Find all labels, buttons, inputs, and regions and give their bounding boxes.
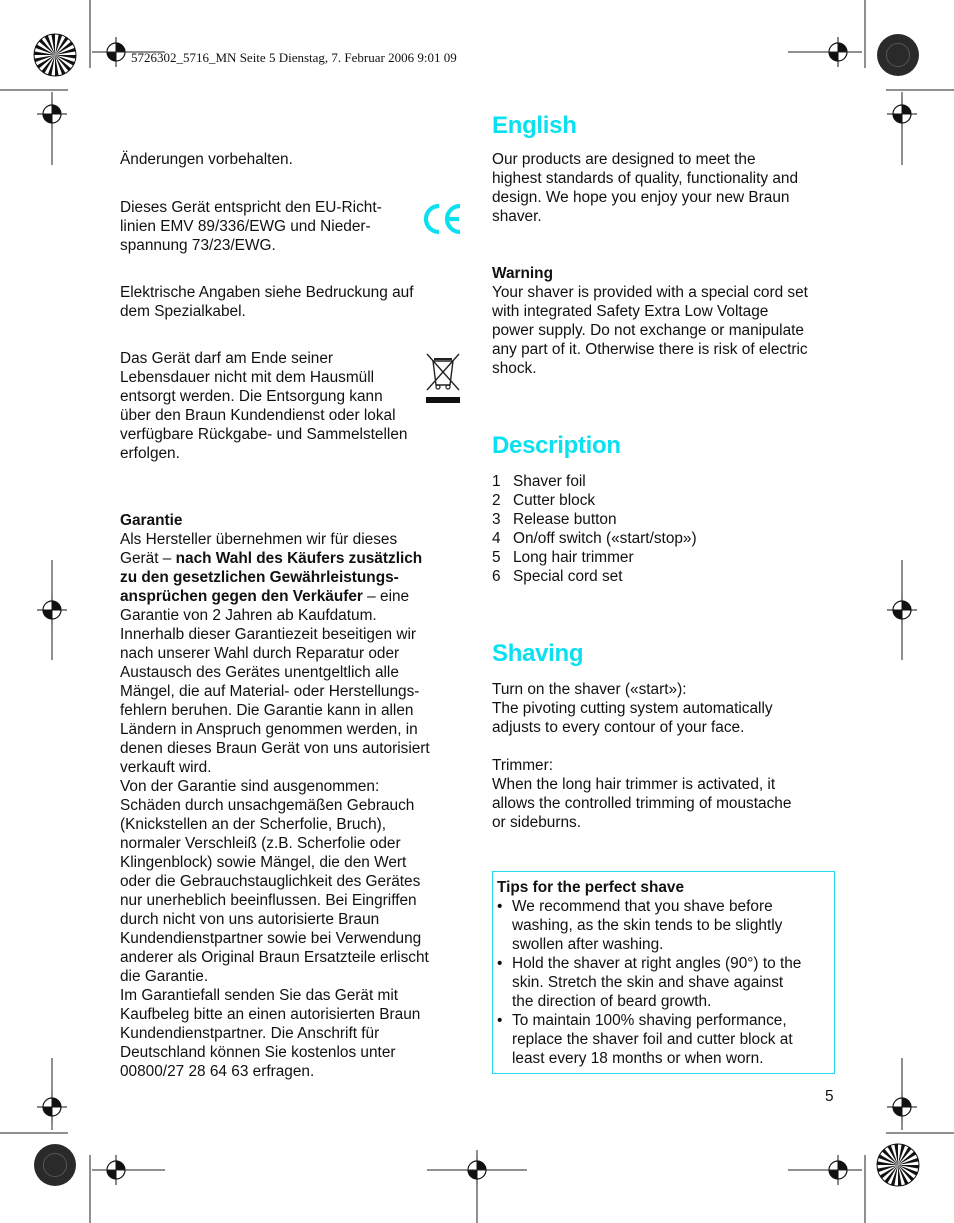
page-number: 5 [825,1088,834,1105]
item-number: 5 [492,549,501,566]
eu-line: linien EMV 89/336/EWG und Nieder- [120,218,371,235]
registration-mark-icon [887,595,917,625]
item-label: Cutter block [513,492,596,509]
item-label: Long hair trimmer [513,549,634,566]
garantie-line: Innerhalb dieser Garantiezeit beseitigen wir [120,626,417,643]
description-item [492,567,837,586]
tip-line: We recommend that you shave before [512,898,773,915]
garantie-line: die Garantie. [120,968,209,985]
crossed-out-wheelie-bin-icon [424,352,462,406]
item-label: On/off switch («start/stop») [513,530,697,547]
registration-mark-icon [37,1092,67,1122]
bullet: • [497,898,503,915]
registration-mark-icon [887,1092,917,1122]
gray-patch-target-icon [34,1144,76,1186]
warning-line: power supply. Do not exchange or manipulate [492,322,804,339]
garantie-line: Kaufbeleg bitte an einen autorisierten Braun [120,1006,421,1023]
registration-mark-icon [37,595,67,625]
garantie-line: Im Garantiefall senden Sie das Gerät mit [120,987,399,1004]
garantie-line: Klingenblock) sowie Mängel, die den Wert [120,854,407,871]
garantie-line: fehlern beruhen. Die Garantie kann in allen [120,702,414,719]
shaving-line: adjusts to every contour of your face. [492,719,745,736]
tip-line: Hold the shaver at right angles (90°) to the [512,955,802,972]
garantie-line: Mängel, die auf Material- oder Herstellungs- [120,683,420,700]
color-star-target-icon [877,1144,919,1186]
garantie-line: (Knickstellen an der Scherfolie, Bruch), [120,816,387,833]
english-heading: English [492,112,577,139]
item-label: Release button [513,511,617,528]
description-item [492,491,837,510]
garantie-body [120,606,470,1081]
item-number: 3 [492,511,501,528]
disposal-line: Lebensdauer nicht mit dem Hausmüll [120,369,375,386]
item-number: 6 [492,568,501,585]
garantie-bold-text: nach Wahl des Käufers zusätzlich [175,550,423,567]
tips-title: Tips for the perfect shave [497,879,685,896]
eu-line: spannung 73/23/EWG. [120,237,276,254]
garantie-line: zu den gesetzlichen Gewährleistungs- [120,569,399,586]
garantie-line: Schäden durch unsachgemäßen Gebrauch [120,797,415,814]
warning-line: any part of it. Otherwise there is risk of electric [492,341,808,358]
disposal-line: erfolgen. [120,445,180,462]
garantie-line [120,587,470,606]
tip-line: least every 18 months or when worn. [512,1050,764,1067]
garantie-title: Garantie [120,512,183,529]
tip-line: the direction of beard growth. [512,993,712,1010]
garantie-line: Kundendienstpartner. Die Anschrift für [120,1025,380,1042]
shaving-text [492,680,837,737]
garantie-line: Garantie von 2 Jahren ab Kaufdatum. [120,607,377,624]
description-item [492,510,837,529]
bullet: • [497,955,503,972]
tip-item [497,954,826,1011]
garantie-line: verkauft wird. [120,759,212,776]
garantie-line: Kundendienstpartner sowie bei Verwendung [120,930,422,947]
ce-mark-icon [420,200,464,238]
electrical-line: dem Spezialkabel. [120,303,246,320]
item-label: Special cord set [513,568,623,585]
garantie-text: – eine [362,588,410,605]
tip-line: To maintain 100% shaving performance, [512,1012,787,1029]
electrical-info [120,283,465,321]
description-item [492,529,837,548]
garantie-line: Austausch des Gerätes unentgeltlich alle [120,664,399,681]
garantie-line: 00800/27 28 64 63 erfragen. [120,1063,315,1080]
eu-line: Dieses Gerät entspricht den EU-Richt- [120,199,382,216]
garantie-line: Von der Garantie sind ausgenommen: [120,778,380,795]
trimmer-line: Trimmer: [492,757,553,774]
description-item [492,472,837,491]
garantie-line [120,549,470,568]
eu-conformity-text [120,198,420,255]
warning-section [492,264,837,378]
tip-item [497,897,826,954]
disposal-line: über den Braun Kundendienst oder lokal [120,407,396,424]
garantie-line: Deutschland können Sie kostenlos unter [120,1044,396,1061]
garantie-line: Als Hersteller übernehmen wir für dieses [120,531,398,548]
tips-box [492,871,835,1074]
tip-line: washing, as the skin tends to be slightly [512,917,783,934]
description-item [492,548,837,567]
registration-mark-icon [887,99,917,129]
item-number: 4 [492,530,501,547]
tip-item [497,1011,826,1068]
garantie-text: Gerät – [120,550,176,567]
garantie-line: anderer als Original Braun Ersatzteile erlischt [120,949,429,966]
warning-title: Warning [492,265,553,282]
changes-note: Änderungen vorbehalten. [120,151,293,168]
tip-line: swollen after washing. [512,936,664,953]
bullet: • [497,1012,503,1029]
intro-line: Our products are designed to meet the [492,151,756,168]
shaving-line: Turn on the shaver («start»): [492,681,687,698]
warning-line: with integrated Safety Extra Low Voltage [492,303,769,320]
item-number: 2 [492,492,501,509]
disposal-text [120,349,450,463]
trimmer-text [492,756,837,832]
garantie-line: oder die Gebrauchstauglichkeit des Gerätes [120,873,421,890]
item-label: Shaver foil [513,473,586,490]
garantie-line: nur unerheblich beeinflussen. Bei Eingriffen [120,892,417,909]
electrical-line: Elektrische Angaben siehe Bedruckung auf [120,284,414,301]
garantie-line: durch nicht von uns autorisierte Braun [120,911,380,928]
shaving-line: The pivoting cutting system automatically [492,700,773,717]
disposal-line: Das Gerät darf am Ende seiner [120,350,334,367]
disposal-line: verfügbare Rückgabe- und Sammelstellen [120,426,408,443]
disposal-line: entsorgt werden. Die Entsorgung kann [120,388,383,405]
registration-mark-icon [37,99,67,129]
intro-line: shaver. [492,208,542,225]
description-heading: Description [492,432,621,459]
color-star-target-icon [34,34,76,76]
intro-line: highest standards of quality, functionality and [492,170,799,187]
garantie-section [120,511,470,1081]
garantie-line: normaler Verschleiß (z.B. Scherfolie oder [120,835,401,852]
shaving-heading: Shaving [492,640,584,667]
item-number: 1 [492,473,501,490]
print-slug: 5726302_5716_MN Seite 5 Dienstag, 7. Februar 2006 9:01 09 [131,50,457,65]
trimmer-line: When the long hair trimmer is activated, it [492,776,776,793]
garantie-line: nach unserer Wahl durch Reparatur oder [120,645,400,662]
tip-line: replace the shaver foil and cutter block at [512,1031,793,1048]
intro-line: design. We hope you enjoy your new Braun [492,189,790,206]
garantie-bold-text: ansprüchen gegen den Verkäufer [120,588,363,605]
trimmer-line: or sideburns. [492,814,581,831]
garantie-line: Ländern in Anspruch genommen werden, in [120,721,418,738]
trimmer-line: allows the controlled trimming of moustache [492,795,792,812]
warning-line: Your shaver is provided with a special cord set [492,284,808,301]
gray-patch-target-icon [877,34,919,76]
english-intro [492,150,837,226]
garantie-line: denen dieses Braun Gerät von uns autorisiert [120,740,430,757]
description-list [492,472,837,586]
tip-line: skin. Stretch the skin and shave against [512,974,784,991]
warning-line: shock. [492,360,537,377]
